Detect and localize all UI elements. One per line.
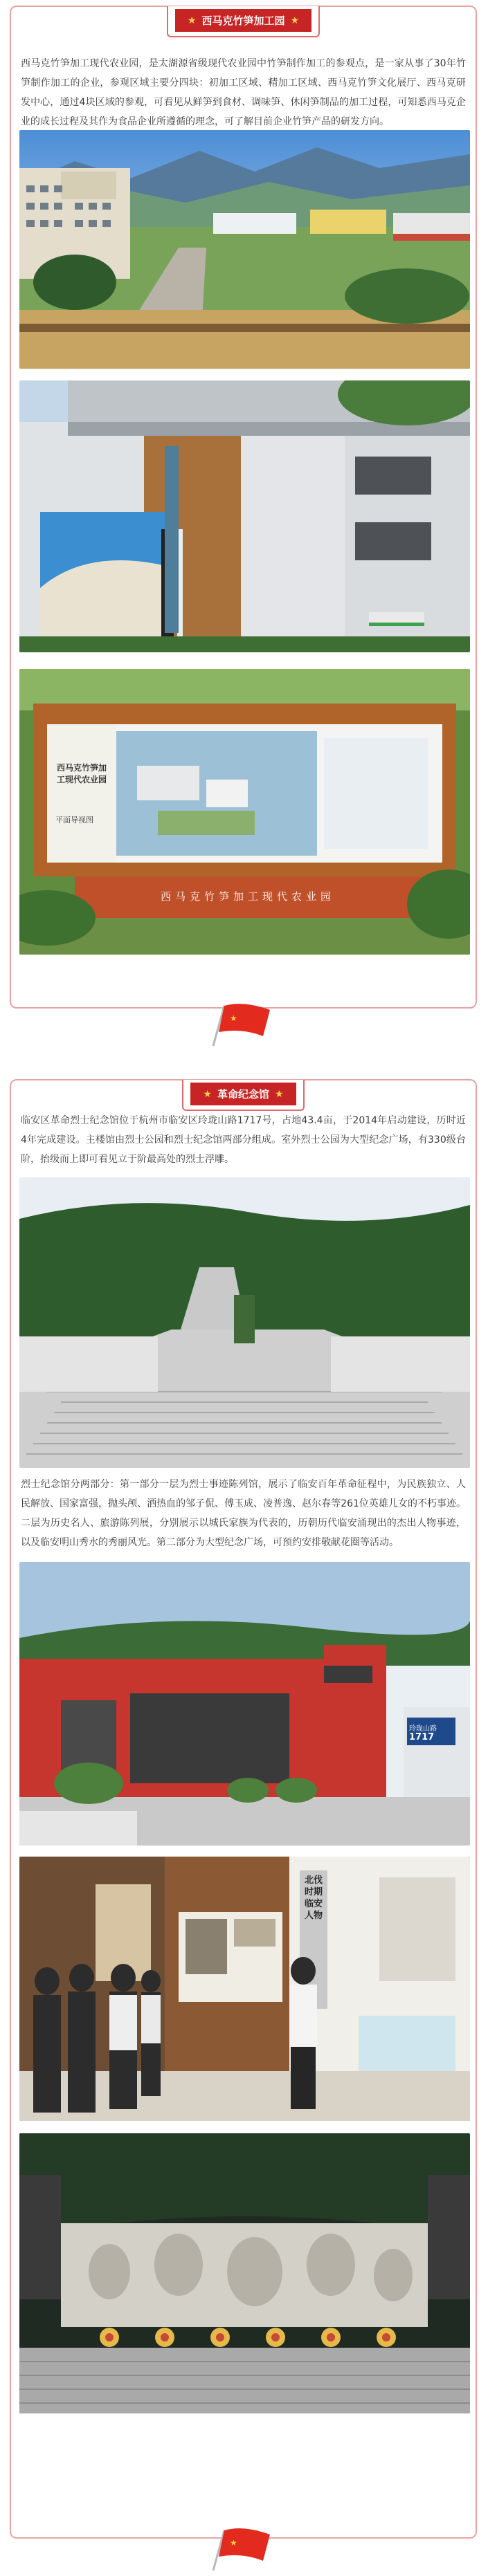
memorial-stairs-photo: [19, 1177, 470, 1468]
exhibit-board-text: 北伐时期临安人物: [305, 1875, 323, 1921]
china-flag-icon: [209, 1000, 275, 1049]
section-title: [175, 9, 311, 32]
memorial-hall-description: 烈士纪念馆分两部分：第一部分一层为烈士事迹陈列馆，展示了临安百年革命征程中，为民族独立、人民解放、国家富强，抛头颅、洒热血的邹子侃、傅玉成、凌普逸、赵尔春等261位英雄儿女的不朽事迹。二层为历史名人、旅游陈列展，分别展示以城氏家族为代表的，历朝历代临安涌现出的杰出人物事迹，以及临安明山秀水的秀丽风光。第二部分为大型纪念广场，可预约安排敬献花圈等活动。: [21, 1479, 466, 1548]
sign-banner-text: 西马克竹笋加工现代农业园: [160, 890, 335, 903]
factory-aerial-photo: [19, 130, 470, 369]
memorial-building-photo: [19, 1562, 470, 1846]
section-title-text: 革命纪念馆: [217, 1088, 269, 1101]
factory-description: 西马克竹笋加工现代农业园，是太湖源省级现代农业园中竹笋制作加工的参观点，是一家从事了30年竹笋制作加工的企业，参观区域主要分四块：初加工区域、精加工区域、西马克竹笋文化展厅、西马克研发中心，通过4块区域的参观，可看见从鲜笋到食材、调味笋、休闲笋制品的加工过程，可知悉西马克企业的成长过程及其作为食品企业所遵循的理念，可了解目前企业竹笋产品的研发方向。: [21, 58, 466, 127]
svg-text:★: ★: [230, 1013, 237, 1023]
star-icon: ★: [203, 1088, 212, 1100]
company-building-photo: [19, 380, 470, 652]
section-factory: [10, 6, 477, 1009]
section-title-frame: [167, 6, 320, 37]
section-memorial: [10, 1079, 477, 2539]
park-sign-photo: [19, 669, 470, 955]
street-plate-label: 玲珑山路: [409, 1725, 437, 1733]
star-icon: ★: [187, 15, 197, 26]
section-title-frame: [182, 1080, 304, 1111]
svg-text:★: ★: [230, 2538, 237, 2548]
section-title-wrap: [11, 1080, 476, 1111]
sign-plan-text: 平面导视图: [55, 816, 93, 825]
section-title: [190, 1083, 296, 1105]
section-title-text: 西马克竹笋加工园: [201, 15, 285, 27]
sign-left-text: 西马克竹笋加工现代农业园: [57, 763, 107, 784]
exhibition-hall-photo: [19, 1857, 470, 2121]
memorial-description: 临安区革命烈士纪念馆位于杭州市临安区玲珑山路1717号，占地43.4亩，于2014年启动建设，历时近4年完成建设。主楼馆由烈士公园和烈士纪念馆两部分组成。室外烈士公园为大型纪念广场，有330级台阶，抬级而上即可看见立于阶最高处的烈士浮雕。: [21, 1115, 466, 1165]
star-icon: ★: [275, 1088, 284, 1100]
star-icon: ★: [290, 15, 300, 26]
memorial-relief-photo: [19, 2133, 470, 2413]
china-flag-icon: [209, 2525, 275, 2573]
section-title-wrap: [11, 6, 476, 37]
street-plate-number: 1717: [409, 1732, 435, 1742]
